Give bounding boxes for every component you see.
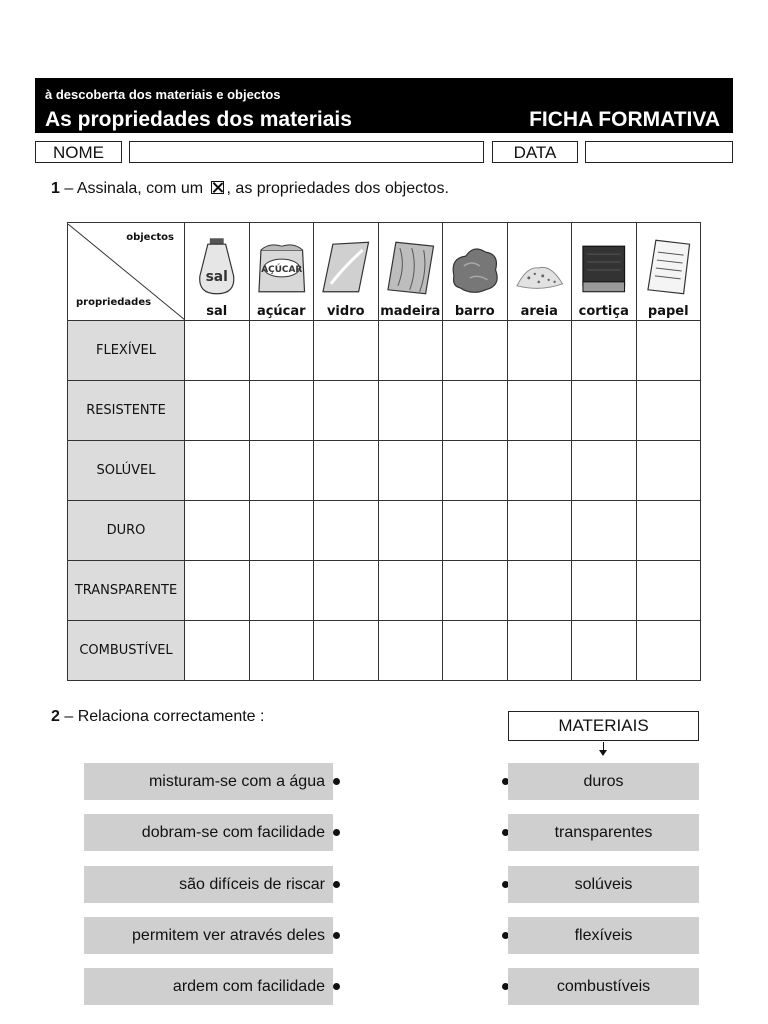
property-label: RESISTENTE <box>68 381 185 441</box>
glass-pane-icon <box>319 236 373 298</box>
answer-cell[interactable] <box>378 321 443 381</box>
object-name: papel <box>647 303 689 319</box>
table-row <box>68 561 701 621</box>
left-item: permitem ver através deles <box>84 917 333 954</box>
object-header-barro <box>443 223 508 321</box>
corner-objects-label: objectos <box>126 231 174 243</box>
nome-label-box <box>35 141 122 163</box>
answer-cell[interactable] <box>185 321 250 381</box>
checked-box-icon <box>211 181 224 194</box>
answer-cell[interactable] <box>443 621 508 681</box>
salt-icon-text: sal <box>205 268 228 285</box>
question-2-number: 2 <box>51 708 60 725</box>
question-1-number: 1 <box>51 180 60 197</box>
answer-cell[interactable] <box>443 501 508 561</box>
nome-field[interactable] <box>129 141 484 163</box>
object-name: madeira <box>380 303 441 319</box>
object-name: vidro <box>326 303 365 319</box>
paper-icon <box>642 236 696 298</box>
answer-cell[interactable] <box>636 381 701 441</box>
materials-header: MATERIAIS <box>508 711 699 741</box>
object-name: açúcar <box>256 303 306 319</box>
answer-cell[interactable] <box>185 381 250 441</box>
answer-cell[interactable] <box>314 441 379 501</box>
question-1 <box>51 180 449 198</box>
answer-cell[interactable] <box>636 621 701 681</box>
answer-cell[interactable] <box>185 501 250 561</box>
answer-cell[interactable] <box>249 321 314 381</box>
question-1-text-end: , as propriedades dos objectos. <box>226 180 449 197</box>
answer-cell[interactable] <box>507 381 572 441</box>
property-label: DURO <box>68 501 185 561</box>
answer-cell[interactable] <box>378 561 443 621</box>
header-subtitle: à descoberta dos materiais e objectos <box>45 87 281 102</box>
table-row <box>68 321 701 381</box>
answer-cell[interactable] <box>249 441 314 501</box>
data-field[interactable] <box>585 141 733 163</box>
corner-properties-label: propriedades <box>76 296 152 308</box>
property-label: FLEXÍVEL <box>68 321 185 381</box>
answer-cell[interactable] <box>572 621 637 681</box>
sugar-bag-icon <box>255 236 309 298</box>
right-item: combustíveis <box>508 968 699 1005</box>
object-header-acucar <box>249 223 314 321</box>
object-header-vidro <box>314 223 379 321</box>
left-connector-dot[interactable] <box>333 829 340 836</box>
sugar-icon-text: AÇÚCAR <box>260 264 302 275</box>
answer-cell[interactable] <box>378 441 443 501</box>
data-label-box <box>492 141 578 163</box>
answer-cell[interactable] <box>443 561 508 621</box>
answer-cell[interactable] <box>507 441 572 501</box>
property-label: SOLÚVEL <box>68 441 185 501</box>
right-item: solúveis <box>508 866 699 903</box>
left-connector-dot[interactable] <box>333 778 340 785</box>
right-item: flexíveis <box>508 917 699 954</box>
answer-cell[interactable] <box>314 501 379 561</box>
question-2 <box>51 708 264 726</box>
answer-cell[interactable] <box>249 561 314 621</box>
left-item: são difíceis de riscar <box>84 866 333 903</box>
left-connector-dot[interactable] <box>333 881 340 888</box>
answer-cell[interactable] <box>443 321 508 381</box>
question-1-text-start: – Assinala, com um <box>59 180 208 197</box>
answer-cell[interactable] <box>507 621 572 681</box>
answer-cell[interactable] <box>572 381 637 441</box>
answer-cell[interactable] <box>378 621 443 681</box>
answer-cell[interactable] <box>507 501 572 561</box>
answer-cell[interactable] <box>572 561 637 621</box>
answer-cell[interactable] <box>314 321 379 381</box>
worksheet-header <box>35 78 733 133</box>
worksheet-type: FICHA FORMATIVA <box>529 108 720 131</box>
answer-cell[interactable] <box>507 561 572 621</box>
answer-cell[interactable] <box>443 381 508 441</box>
answer-cell[interactable] <box>378 501 443 561</box>
answer-cell[interactable] <box>249 501 314 561</box>
wood-plank-icon <box>384 236 438 298</box>
object-name: barro <box>454 303 495 319</box>
object-header-sal <box>185 223 250 321</box>
property-label: COMBUSTÍVEL <box>68 621 185 681</box>
question-2-text: – Relaciona correctamente : <box>59 708 265 725</box>
table-corner <box>68 223 185 321</box>
answer-cell[interactable] <box>636 441 701 501</box>
nome-label: NOME <box>53 143 104 162</box>
cork-icon <box>577 236 631 298</box>
answer-cell[interactable] <box>507 321 572 381</box>
object-header-madeira <box>378 223 443 321</box>
salt-bag-icon <box>190 236 244 298</box>
answer-cell[interactable] <box>185 621 250 681</box>
answer-cell[interactable] <box>185 561 250 621</box>
left-item: dobram-se com facilidade <box>84 814 333 851</box>
data-label: DATA <box>513 143 557 162</box>
table-row <box>68 381 701 441</box>
object-header-papel <box>636 223 701 321</box>
right-item: duros <box>508 763 699 800</box>
answer-cell[interactable] <box>185 441 250 501</box>
table-row <box>68 621 701 681</box>
sand-icon <box>513 236 567 298</box>
arrow-down-icon <box>599 750 607 756</box>
left-connector-dot[interactable] <box>333 932 340 939</box>
answer-cell[interactable] <box>378 381 443 441</box>
object-name: areia <box>520 303 558 319</box>
clay-icon <box>448 236 502 298</box>
answer-cell[interactable] <box>249 621 314 681</box>
property-label: TRANSPARENTE <box>68 561 185 621</box>
answer-cell[interactable] <box>443 441 508 501</box>
answer-cell[interactable] <box>249 381 314 441</box>
object-name: cortiça <box>578 303 629 319</box>
object-header-cortica <box>572 223 637 321</box>
answer-cell[interactable] <box>572 321 637 381</box>
table-header-row <box>68 223 701 321</box>
table-row <box>68 441 701 501</box>
answer-cell[interactable] <box>314 381 379 441</box>
left-item: ardem com facilidade <box>84 968 333 1005</box>
answer-cell[interactable] <box>636 561 701 621</box>
right-item: transparentes <box>508 814 699 851</box>
answer-cell[interactable] <box>572 441 637 501</box>
table-row <box>68 501 701 561</box>
answer-cell[interactable] <box>636 501 701 561</box>
answer-cell[interactable] <box>314 561 379 621</box>
left-connector-dot[interactable] <box>333 983 340 990</box>
answer-cell[interactable] <box>314 621 379 681</box>
worksheet-title: As propriedades dos materiais <box>45 108 352 131</box>
answer-cell[interactable] <box>636 321 701 381</box>
answer-cell[interactable] <box>572 501 637 561</box>
properties-table <box>67 222 701 681</box>
object-header-areia <box>507 223 572 321</box>
left-item: misturam-se com a água <box>84 763 333 800</box>
object-name: sal <box>206 303 228 319</box>
